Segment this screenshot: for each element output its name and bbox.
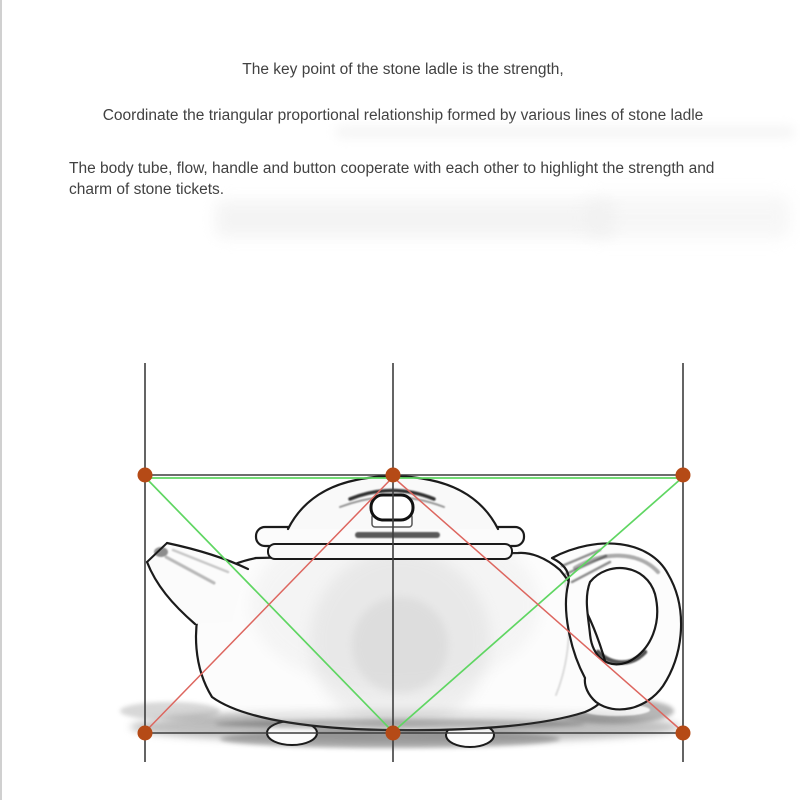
teapot-lid <box>256 527 524 559</box>
teapot-sketch <box>147 476 681 747</box>
headline: The key point of the stone ladle is the strength, <box>242 61 564 78</box>
proportion-dot <box>386 726 401 741</box>
proportion-dot <box>676 726 691 741</box>
proportion-dot <box>138 468 153 483</box>
description-paragraph: The body tube, flow, handle and button cooperate with each other to highlight the strength and charm of stone tickets. <box>69 160 715 198</box>
proportion-dot <box>676 468 691 483</box>
proportion-dot <box>386 468 401 483</box>
proportion-dot <box>138 726 153 741</box>
subheadline: Coordinate the triangular proportional relationship formed by various lines of stone ladle <box>102 107 704 124</box>
teapot-spout <box>147 543 248 624</box>
